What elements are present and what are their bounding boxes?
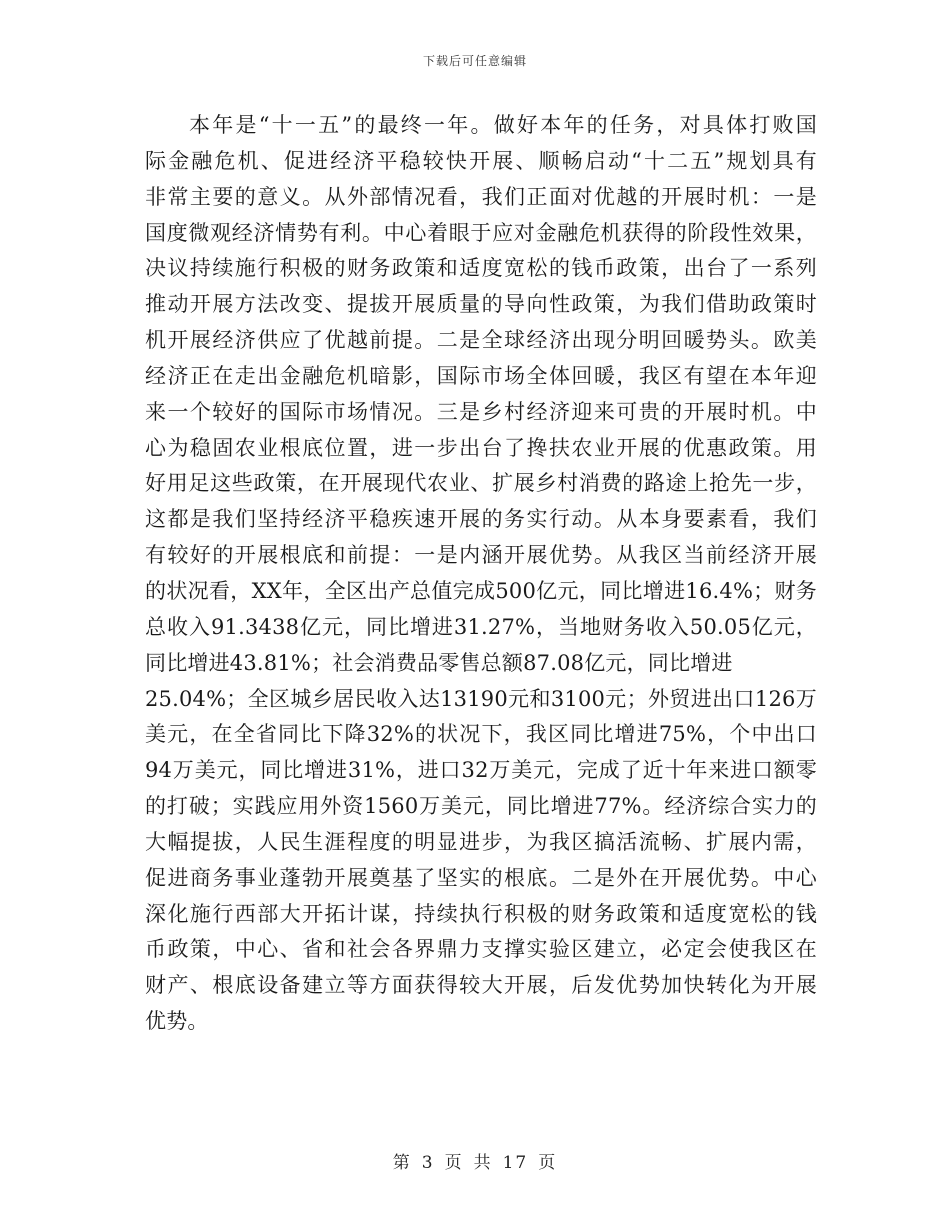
paragraph-line: 总收入91.3438亿元，同比增进31.27%，当地财务收入50.05亿元， bbox=[145, 614, 817, 639]
paragraph-line: 美元，在全省同比下降32%的状况下，我区同比增进75%，个中出口 bbox=[145, 722, 817, 747]
current-page-number: 3 bbox=[421, 1153, 435, 1173]
paragraph-line: 推动开展方法改变、提拔开展质量的导向性政策，为我们借助政策时 bbox=[145, 292, 817, 317]
paragraph-line: 25.04%；全区城乡居民收入达13190元和3100元；外贸进出口126万 bbox=[145, 686, 817, 711]
page-label-prefix: 第 bbox=[392, 1153, 412, 1173]
paragraph-line: 来一个较好的国际市场情况。三是乡村经济迎来可贵的开展时机。中 bbox=[145, 399, 817, 424]
paragraph-line: 促进商务事业蓬勃开展奠基了坚实的根底。二是外在开展优势。中心 bbox=[145, 865, 817, 890]
paragraph-line: 优势。 bbox=[145, 1009, 209, 1034]
paragraph-line: 国度微观经济情势有利。中心着眼于应对金融危机获得的阶段性效果， bbox=[145, 220, 817, 245]
paragraph-line: 大幅提拔，人民生涯程度的明显进步，为我区搞活流畅、扩展内需， bbox=[145, 829, 817, 854]
paragraph-line: 好用足这些政策，在开展现代农业、扩展乡村消费的路途上抢先一步， bbox=[145, 471, 817, 496]
paragraph-line: 财产、根底设备建立等方面获得较大开展，后发优势加快转化为开展 bbox=[145, 973, 817, 998]
paragraph-line: 同比增进43.81%；社会消费品零售总额87.08亿元，同比增进 bbox=[145, 650, 733, 675]
page-label-mid: 页 bbox=[444, 1153, 464, 1173]
paragraph-line: 的打破；实践应用外资1560万美元，同比增进77%。经济综合实力的 bbox=[145, 794, 817, 819]
paragraph-line: 深化施行西部大开拓计谋，持续执行积极的财务政策和适度宽松的钱 bbox=[145, 901, 817, 926]
body-paragraph bbox=[145, 108, 817, 1040]
paragraph-line: 有较好的开展根底和前提：一是内涵开展优势。从我区当前经济开展 bbox=[145, 543, 817, 568]
paragraph-line: 经济正在走出金融危机暗影，国际市场全体回暖，我区有望在本年迎 bbox=[145, 363, 817, 388]
paragraph-line: 的状况看，XX年，全区出产总值完成500亿元，同比增进16.4%；财务 bbox=[145, 578, 817, 603]
paragraph-line: 非常主要的意义。从外部情况看，我们正面对优越的开展时机：一是 bbox=[145, 184, 817, 209]
paragraph-line: 这都是我们坚持经济平稳疾速开展的务实行动。从本身要素看，我们 bbox=[145, 507, 817, 532]
paragraph-line: 际金融危机、促进经济平稳较快开展、顺畅启动“十二五”规划具有 bbox=[145, 148, 817, 173]
page-label-suffix: 页 bbox=[538, 1153, 558, 1173]
paragraph-line: 决议持续施行积极的财务政策和适度宽松的钱币政策，出台了一系列 bbox=[145, 256, 817, 281]
paragraph-line: 心为稳固农业根底位置，进一步出台了搀扶农业开展的优惠政策。用 bbox=[145, 435, 817, 460]
page-header: 下载后可任意编辑 bbox=[422, 54, 527, 68]
paragraph-line: 94万美元，同比增进31%，进口32万美元，完成了近十年来进口额零 bbox=[145, 758, 817, 783]
page-footer bbox=[0, 1148, 950, 1173]
paragraph-line: 本年是“十一五”的最终一年。做好本年的任务，对具体打败国 bbox=[189, 113, 817, 137]
paragraph-line: 机开展经济供应了优越前提。二是全球经济出现分明回暖势头。欧美 bbox=[145, 328, 817, 353]
paragraph-line: 币政策，中心、省和社会各界鼎力支撑实验区建立，必定会使我区在 bbox=[145, 937, 817, 962]
total-pages-number: 17 bbox=[502, 1153, 529, 1173]
total-label: 共 bbox=[473, 1153, 493, 1173]
